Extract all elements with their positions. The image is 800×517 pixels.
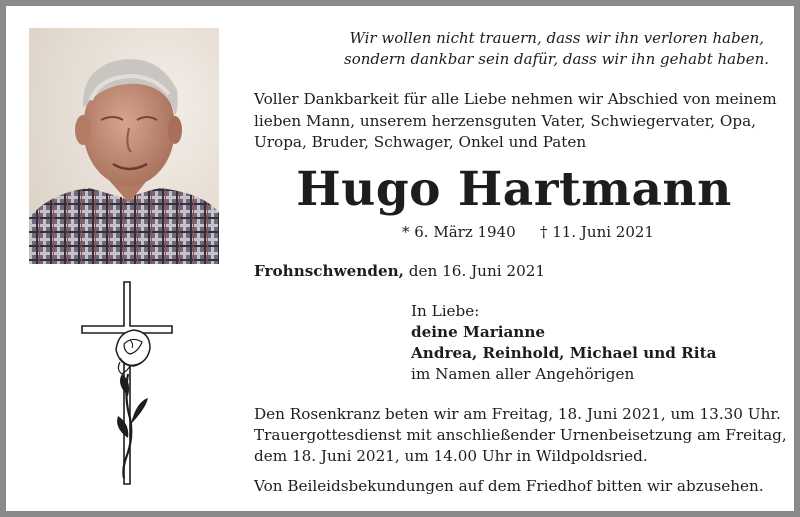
intro-line: Uropa, Bruder, Schwager, Onkel und Paten bbox=[254, 133, 587, 151]
signoff-wife: deine Marianne bbox=[411, 323, 546, 341]
place-name: Frohnschwenden, bbox=[254, 262, 404, 280]
condolence-note: Von Beileidsbekundungen auf dem Friedhof bitten wir abzusehen. bbox=[254, 477, 764, 495]
signoff-relatives: im Namen aller Angehörigen bbox=[411, 365, 635, 383]
intro-line: Voller Dankbarkeit für alle Liebe nehmen wir Abschied von meinem bbox=[254, 90, 777, 108]
birth-date: * 6. März 1940 bbox=[402, 223, 516, 241]
quote-line: Wir wollen nicht trauern, dass wir ihn verloren haben, bbox=[349, 29, 764, 47]
intro-text bbox=[254, 89, 777, 154]
quote-line: sondern dankbar sein dafür, dass wir ihn gehabt haben. bbox=[344, 50, 770, 68]
notes-line: Den Rosenkranz beten wir am Freitag, 18. Juni 2021, um 13.30 Uhr. bbox=[254, 405, 781, 423]
signoff-greeting: In Liebe: bbox=[411, 302, 480, 320]
portrait-photo bbox=[29, 28, 219, 264]
obituary-notice bbox=[6, 6, 794, 511]
memorial-quote bbox=[344, 28, 770, 70]
intro-line: lieben Mann, unserem herzensguten Vater, Schwiegervater, Opa, bbox=[254, 111, 756, 130]
service-notes bbox=[254, 404, 787, 497]
notes-line: dem 18. Juni 2021, um 14.00 Uhr in Wildpoldsried. bbox=[254, 447, 648, 465]
death-date: † 11. Juni 2021 bbox=[540, 223, 654, 241]
deceased-name: Hugo Hartmann bbox=[296, 162, 732, 217]
notes-line: Trauergottesdienst mit anschließender Urnenbeisetzung am Freitag, bbox=[254, 426, 787, 444]
signoff-children: Andrea, Reinhold, Michael und Rita bbox=[411, 344, 717, 362]
family-signoff bbox=[411, 301, 716, 385]
cross-with-rose-icon bbox=[76, 278, 176, 488]
place-date-line bbox=[254, 262, 545, 280]
notice-date: den 16. Juni 2021 bbox=[403, 262, 546, 280]
